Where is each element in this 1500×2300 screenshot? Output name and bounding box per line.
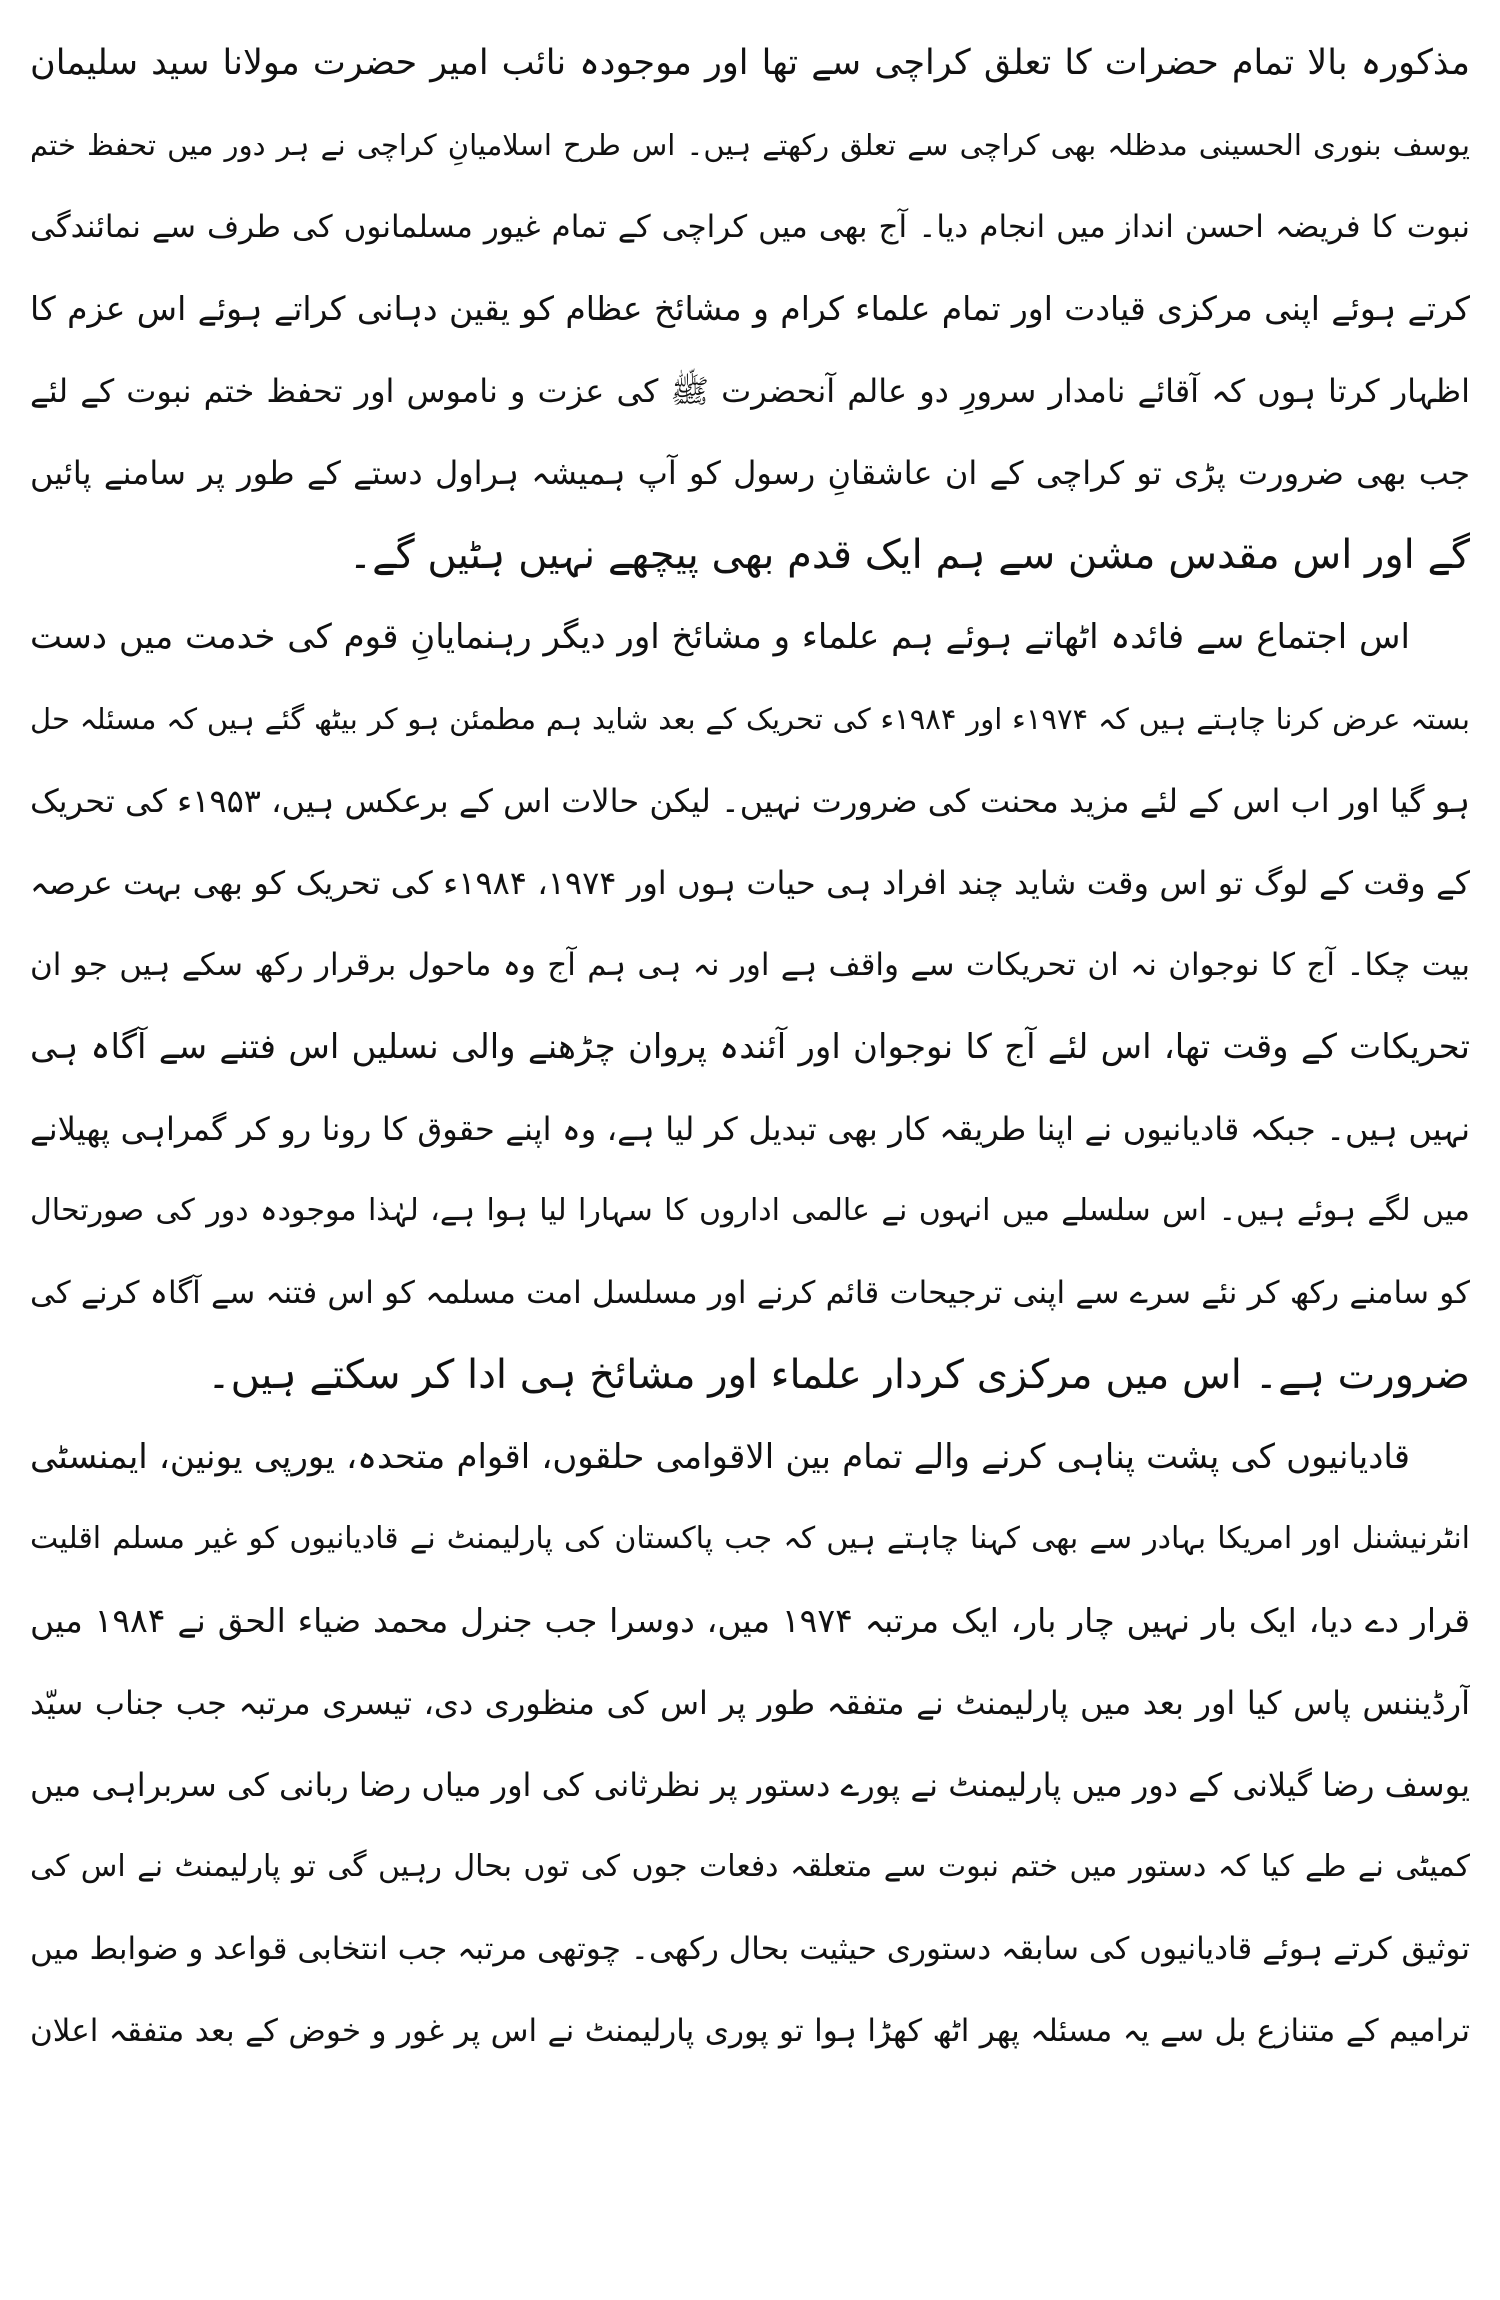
text-line: قادیانیوں کی پشت پناہی کرنے والے تمام بین الاقوامی حلقوں، اقوام متحدہ، یورپی یونین، ایمنسٹی <box>30 1437 1410 1477</box>
document-page <box>30 22 1470 2278</box>
text-line: اس اجتماع سے فائدہ اٹھاتے ہوئے ہم علماء و مشائخ اور دیگر رہنمایانِ قوم کی خدمت میں دست <box>30 617 1410 657</box>
text-line: نبوت کا فریضہ احسن انداز میں انجام دیا۔ آج بھی میں کراچی کے تمام غیور مسلمانوں کی طرف سے نمائندگی <box>30 209 1470 245</box>
text-line: کرتے ہوئے اپنی مرکزی قیادت اور تمام علماء کرام و مشائخ عظام کو یقین دہانی کراتے ہوئے اس عزم کا <box>30 289 1470 328</box>
text-line: کو سامنے رکھ کر نئے سرے سے اپنی ترجیحات قائم کرنے اور مسلسل امت مسلمہ کو اس فتنہ سے آگاہ کرنے کی <box>30 1275 1470 1311</box>
paragraph-2 <box>30 596 1470 1416</box>
text-line: انٹرنیشنل اور امریکا بہادر سے بھی کہنا چاہتے ہیں کہ جب پاکستان کی پارلیمنٹ نے قادیانیوں کو غیر مسلم اقلیت <box>30 1521 1470 1556</box>
text-line: مذکورہ بالا تمام حضرات کا تعلق کراچی سے تھا اور موجودہ نائب امیر حضرت مولانا سید سلیمان <box>30 43 1470 83</box>
text-line: قرار دے دیا، ایک بار نہیں چار بار، ایک مرتبہ ۱۹۷۴ میں، دوسرا جب جنرل محمد ضیاء الحق نے ۱۹۸۴ میں <box>30 1601 1470 1640</box>
text-line: اظہار کرتا ہوں کہ آقائے نامدار سرورِ دو عالم آنحضرت ﷺ کی عزت و ناموس اور تحفظ ختم نبوت کے لئے <box>30 372 1470 410</box>
text-line: تحریکات کے وقت تھا، اس لئے آج کا نوجوان اور آئندہ پروان چڑھنے والی نسلیں اس فتنے سے آگاہ ہی <box>30 1027 1470 1067</box>
text-line: گے اور اس مقدس مشن سے ہم ایک قدم بھی پیچھے نہیں ہٹیں گے۔ <box>348 532 1470 578</box>
paragraph-3 <box>30 1416 1470 2072</box>
text-line: ترامیم کے متنازع بل سے یہ مسئلہ پھر اٹھ کھڑا ہوا تو پوری پارلیمنٹ نے اس پر غور و خوض کے بعد متفقہ اعلان <box>30 2013 1470 2049</box>
text-line: ضرورت ہے۔ اس میں مرکزی کردار علماء اور مشائخ ہی ادا کر سکتے ہیں۔ <box>207 1352 1470 1398</box>
text-line: یوسف رضا گیلانی کے دور میں پارلیمنٹ نے پورے دستور پر نظرثانی کی اور میاں رضا ربانی کی سربراہی میں <box>30 1766 1470 1804</box>
text-line: یوسف بنوری الحسینی مدظلہ بھی کراچی سے تعلق رکھتے ہیں۔ اس طرح اسلامیانِ کراچی نے ہر دور میں تحفظ ختم <box>30 128 1470 162</box>
text-line: بستہ عرض کرنا چاہتے ہیں کہ ۱۹۷۴ء اور ۱۹۸۴ء کی تحریک کے بعد شاید ہم مطمئن ہو کر بیٹھ گئے ہیں کہ مسئلہ حل <box>30 702 1470 736</box>
text-line: آرڈیننس پاس کیا اور بعد میں پارلیمنٹ نے متفقہ طور پر اس کی منظوری دی، تیسری مرتبہ جب جناب سیّد <box>30 1684 1470 1722</box>
text-line: میں لگے ہوئے ہیں۔ اس سلسلے میں انہوں نے عالمی اداروں کا سہارا لیا ہوا ہے، لہٰذا موجودہ دور کی صورتحال <box>30 1193 1470 1228</box>
text-line: توثیق کرتے ہوئے قادیانیوں کی سابقہ دستوری حیثیت بحال رکھی۔ چوتھی مرتبہ جب انتخابی قواعد و ضوابط میں <box>30 1931 1470 1967</box>
text-line: نہیں ہیں۔ جبکہ قادیانیوں نے اپنا طریقہ کار بھی تبدیل کر لیا ہے، وہ اپنے حقوق کا رونا رو کر گمراہی پھیلانے <box>30 1110 1470 1148</box>
text-line: کے وقت کے لوگ تو اس وقت شاید چند افراد ہی حیات ہوں اور ۱۹۷۴، ۱۹۸۴ء کی تحریک کو بھی بہت عرصہ <box>30 864 1470 902</box>
text-line: کمیٹی نے طے کیا کہ دستور میں ختم نبوت سے متعلقہ دفعات جوں کی توں بحال رہیں گی تو پارلیمنٹ نے اس کی <box>30 1849 1470 1884</box>
text-line: جب بھی ضرورت پڑی تو کراچی کے ان عاشقانِ رسول کو آپ ہمیشہ ہراول دستے کے طور پر سامنے پائیں <box>30 454 1470 492</box>
text-line: بیت چکا۔ آج کا نوجوان نہ ان تحریکات سے واقف ہے اور نہ ہی ہم آج وہ ماحول برقرار رکھ سکے ہیں جو ان <box>30 947 1470 983</box>
text-line: ہو گیا اور اب اس کے لئے مزید محنت کی ضرورت نہیں۔ لیکن حالات اس کے برعکس ہیں، ۱۹۵۳ء کی تحریک <box>30 782 1470 820</box>
paragraph-1 <box>30 22 1470 596</box>
